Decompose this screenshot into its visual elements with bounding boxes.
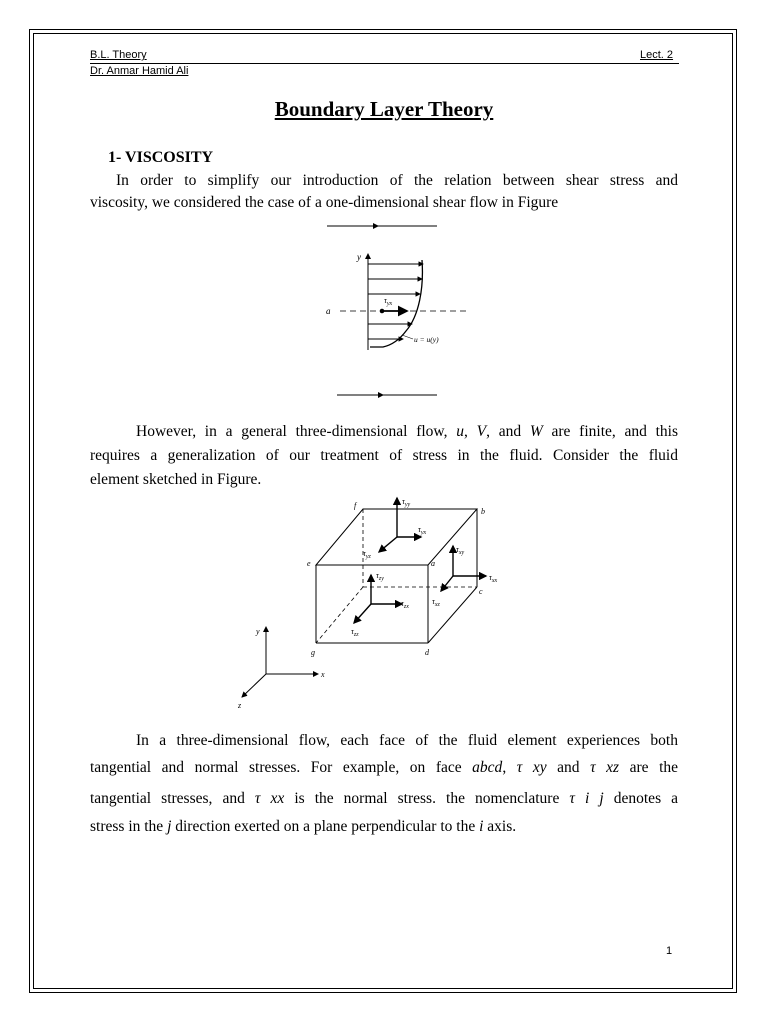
tau-yy-label: $\tau_{yy}$ [402,497,411,508]
tau-xz-label: $\tau_{xz}$ [432,597,440,608]
corner-c-label: c [479,587,483,596]
fluid-element-figure [236,492,526,712]
tau-zx-label: $\tau_{zx}$ [401,599,409,610]
axis-y-label: y [256,627,260,636]
paragraph-line: element sketched in Figure. [90,471,262,488]
shear-stress-label: $\tau_{yx}$ [384,296,393,307]
header-rule [90,63,679,64]
paragraph-stress-notation [90,729,678,839]
paragraph-line: tangential stresses, and τ xx is the normal stress. the nomenclature τ i j denotes a [90,790,679,807]
y-axis-label: y [357,252,361,262]
paragraph-line: In a three-dimensional flow, each face of the fluid element experiences both [136,732,678,749]
velocity-profile-curve [370,260,422,347]
corner-d-label: d [425,648,429,657]
paragraph-line: viscosity, we considered the case of a one-dimensional shear flow in Figure [90,194,559,211]
profile-equation-label: u = u(y) [414,335,439,344]
stress-arrows-top [379,498,421,552]
paragraph-line: stress in the j direction exerted on a plane perpendicular to the i axis. [90,818,517,835]
tau-xy-label: $\tau_{xy}$ [456,545,465,556]
page-title: Boundary Layer Theory [274,97,494,121]
tau-zy-label: $\tau_{zy}$ [376,571,384,582]
corner-a-label: a [431,559,435,568]
tau-zz-label: $\tau_{zz}$ [351,627,359,638]
header-course: B.L. Theory [90,49,147,61]
header-lecture: Lect. 2 [640,49,674,61]
tau-yx-label: $\tau_{yx}$ [418,525,427,536]
corner-g-label: g [311,648,315,657]
axis-z-label: z [238,701,242,710]
page-number: 1 [666,945,673,957]
tau-xx-label: $\tau_{xx}$ [489,573,498,584]
corner-f-label: f [354,501,357,510]
axis-x-label: x [321,670,325,679]
shear-stress-arrow [380,296,407,313]
paragraph-line: tangential and normal stresses. For example, on face abcd, τ xy and τ xz are the [90,759,679,776]
header-author: Dr. Anmar Hamid Ali [90,65,189,77]
paragraph-line: In order to simplify our introduction of the relation between shear stress and [116,172,678,189]
plane-a-label: a [326,306,331,316]
paragraph-general-flow [90,420,678,492]
velocity-profile-arrows [368,264,423,339]
corner-b-label: b [481,507,485,516]
paragraph-intro [90,170,678,214]
paragraph-line: requires a generalization of our treatment of stress in the fluid. Consider the fluid [90,447,678,464]
shear-flow-figure [310,218,480,403]
corner-e-label: e [307,559,311,568]
profile-label [402,335,439,344]
section-heading: 1- VISCOSITY [108,149,214,166]
tau-yz-label: $\tau_{yz}$ [363,549,371,560]
coordinate-axes [242,627,318,697]
paragraph-line: However, in a general three-dimensional flow, u, V, and W are finite, and this [136,423,679,440]
stress-arrows-front [354,575,402,623]
y-axis [356,252,368,350]
